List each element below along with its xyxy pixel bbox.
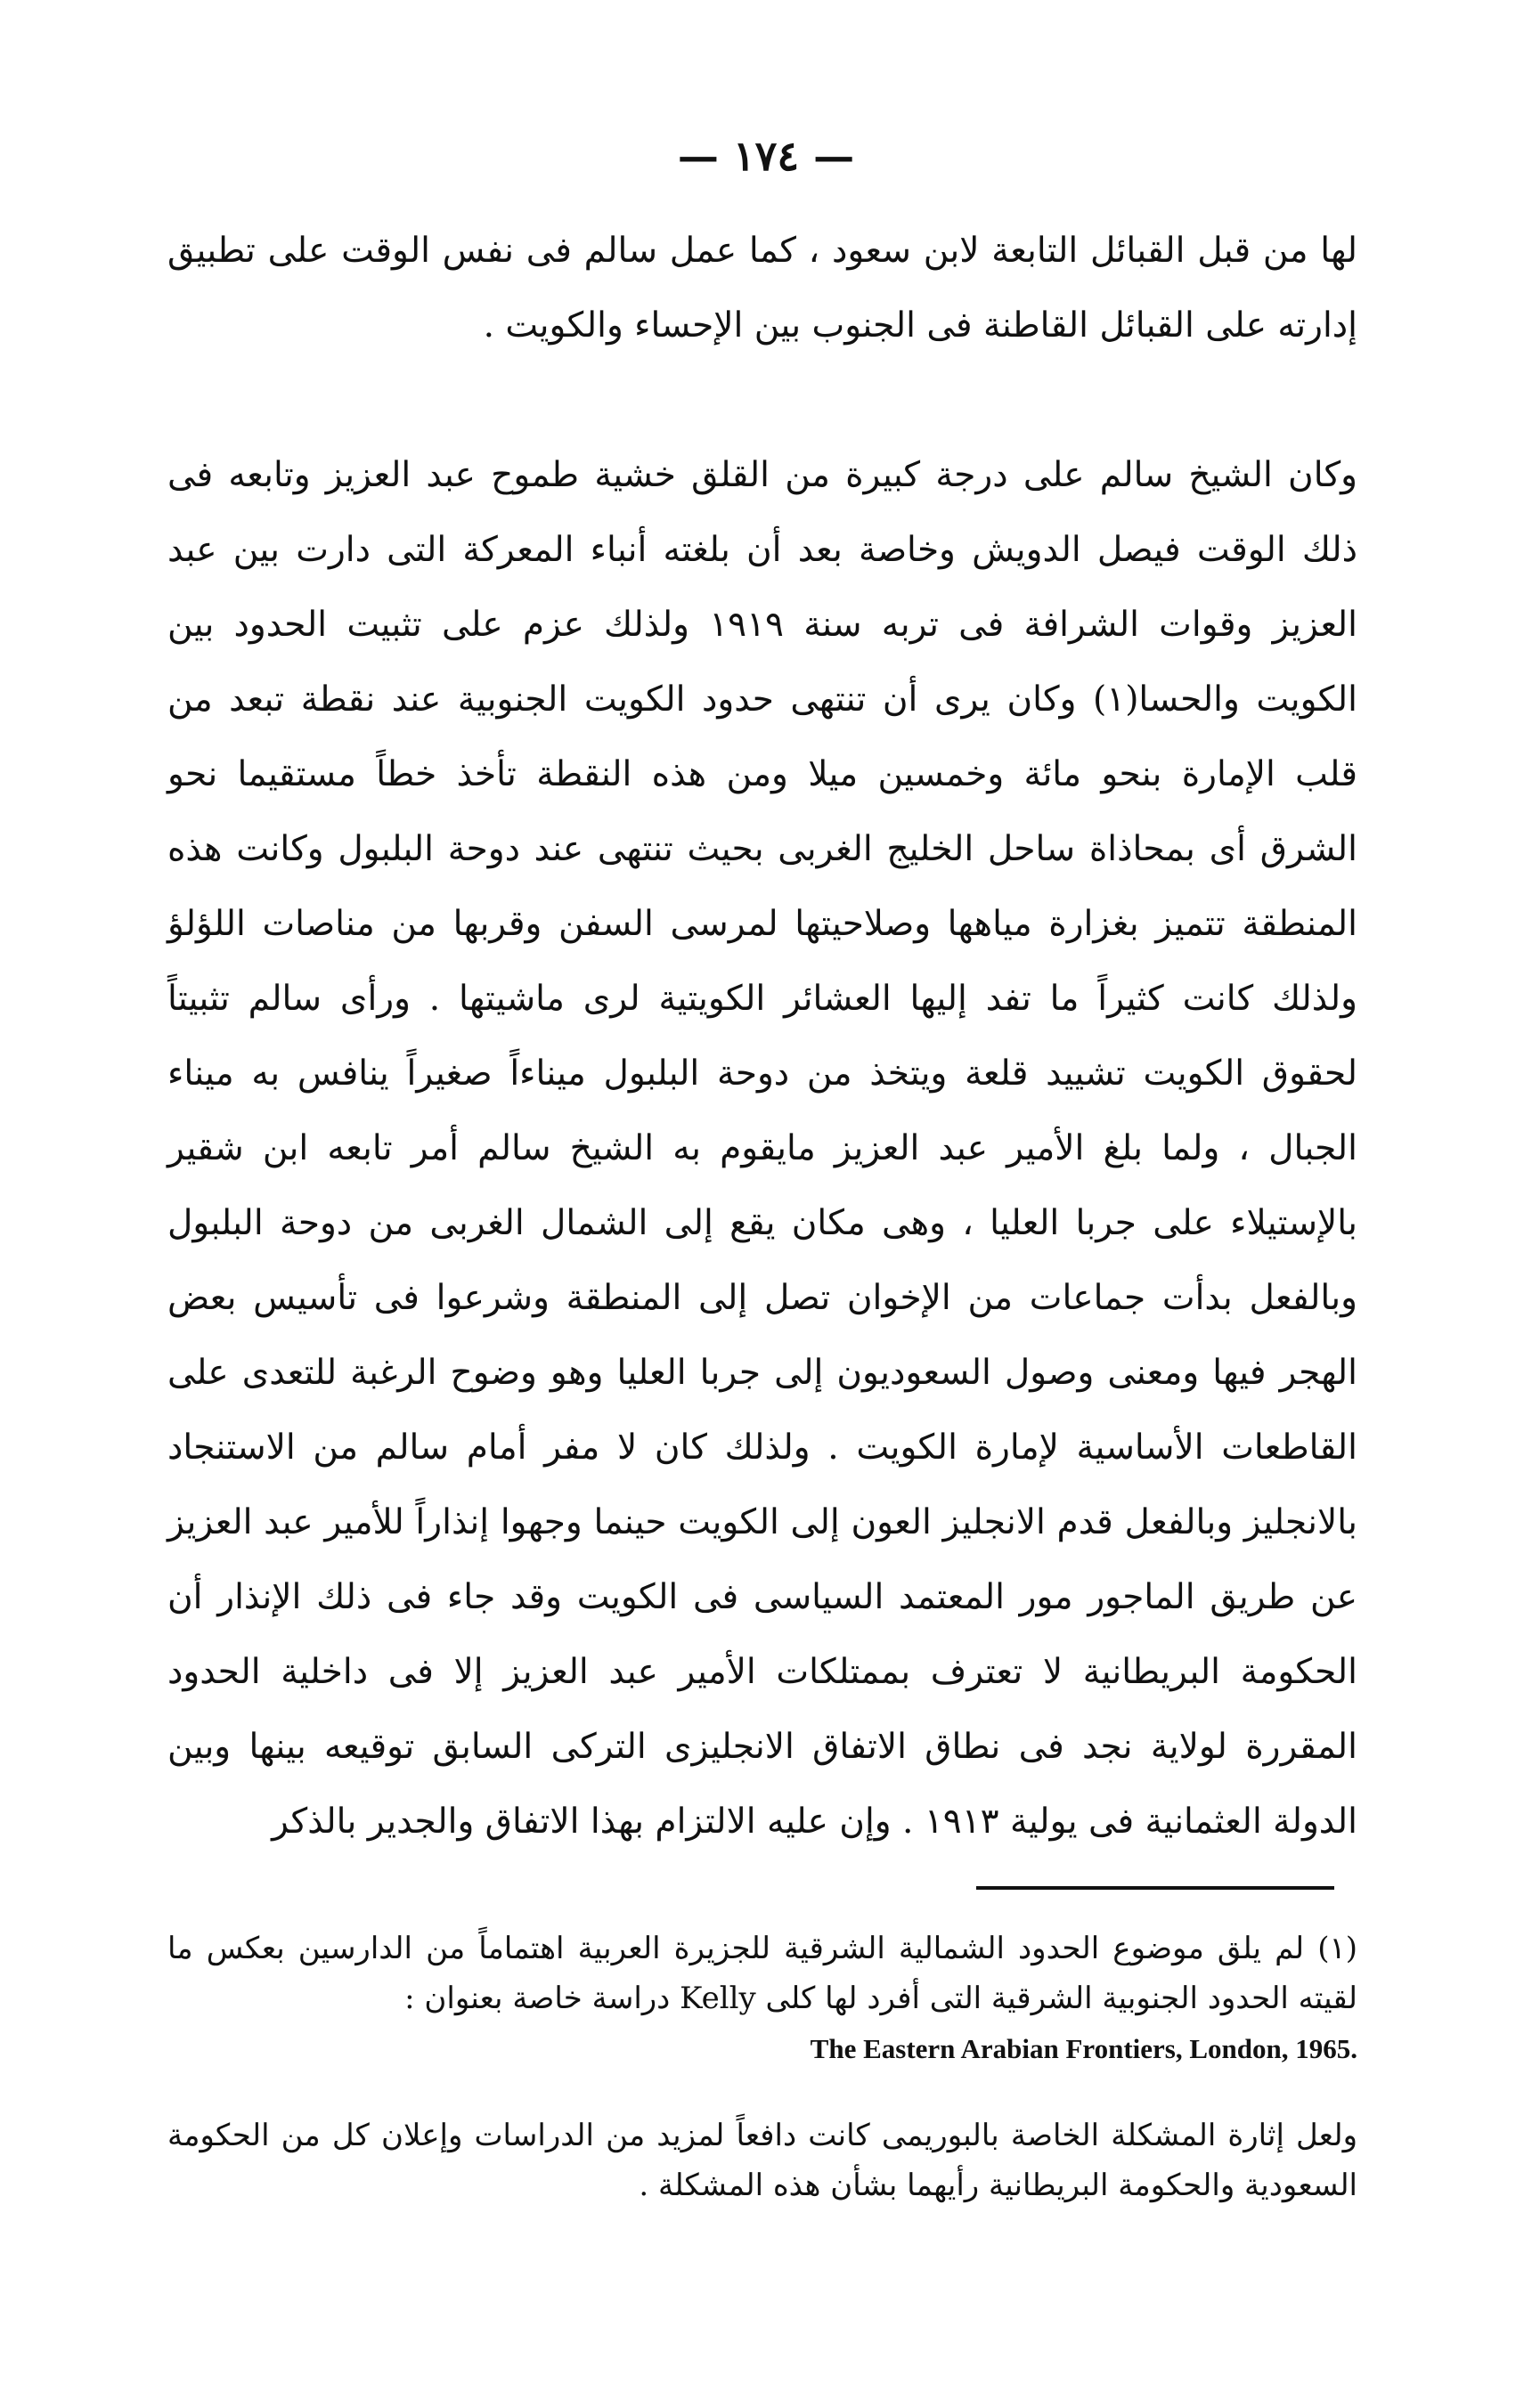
footnote-1: (١) لم يلق موضوع الحدود الشمالية الشرقية للجزيرة العربية اهتماماً من الدارسين بعكس ما لقيته الحدود الجنوبية الشرقية التى أفرد لها كلى Kelly دراسة خاصة بعنوان : (167, 1931, 1357, 2016)
footnote-1-continuation: ولعل إثارة المشكلة الخاصة بالبوريمى كانت دافعاً لمزيد من الدراسات وإعلان كل من الحكومة السعودية والحكومة البريطانية رأيهما بشأن هذه المشكلة . (167, 2118, 1357, 2203)
paragraph: لها من قبل القبائل التابعة لابن سعود ، كما عمل سالم فى نفس الوقت على تطبيق إدارته على القبائل القاطنة فى الجنوب بين الإحساء والكويت . (167, 231, 1358, 346)
body-text (167, 214, 1357, 1859)
footnote-1-citation: The Eastern Arabian Frontiers, London, 1965. (810, 2033, 1357, 2064)
page-number: — ١٧٤ — (677, 132, 855, 180)
footnote-divider (976, 1886, 1334, 1890)
paragraph: وكان الشيخ سالم على درجة كبيرة من القلق خشية طموح عبد العزيز وتابعه فى ذلك الوقت فيصل الدويش وخاصة بعد أن بلغته أنباء المعركة التى دارت بين عبد العزيز وقوات الشرافة فى تربه سنة ١٩١٩ ولذلك عزم على تثبيت الحدود بين الكويت والحسا(١) وكان يرى أن تنتهى حدود الكويت الجنوبية عند نقطة تبعد من قلب الإمارة بنحو مائة وخمسين ميلا ومن هذه النقطة تأخذ خطاً مستقيما نحو الشرق أى بمحاذاة ساحل الخليج الغربى بحيث تنتهى عند دوحة البلبول وكانت هذه المنطقة تتميز بغزارة مياهها وصلاحيتها لمرسى السفن وقربها من مناصات اللؤلؤ ولذلك كانت كثيراً ما تفد إليها العشائر الكويتية لرى ماشيتها . ورأى سالم تثبيتاً لحقوق الكويت تشييد قلعة ويتخذ من دوحة البلبول ميناءاً صغيراً ينافس به ميناء الجبال ، ولما بلغ الأمير عبد العزيز مايقوم به الشيخ سالم أمر تابعه ابن شقير بالإستيلاء على جربا العليا ، وهى مكان يقع إلى الشمال الغربى من دوحة البلبول وبالفعل بدأت جماعات من الإخوان تصل إلى المنطقة وشرعوا فى تأسيس بعض الهجر فيها ومعنى وصول السعوديون إلى جربا العليا وهو وضوح الرغبة للتعدى على القاطعات الأساسية لإمارة الكويت . ولذلك كان لا مفر أمام سالم من الاستنجاد بالانجليز وبالفعل قدم الانجليز العون إلى الكويت حينما وجهوا إنذاراً للأمير عبد العزيز عن طريق الماجور مور المعتمد السياسى فى الكويت وقد جاء فى ذلك الإنذار أن الحكومة البريطانية لا تعترف بممتلكات الأمير عبد العزيز إلا فى داخلية الحدود المقررة لولاية نجد فى نطاق الاتفاق الانجليزى التركى السابق توقيعه بينها وبين الدولة العثمانية فى يولية ١٩١٣ . وإن عليه الالتزام بهذا الاتفاق والجدير بالذكر (167, 455, 1357, 1842)
footnotes (167, 1924, 1357, 2210)
